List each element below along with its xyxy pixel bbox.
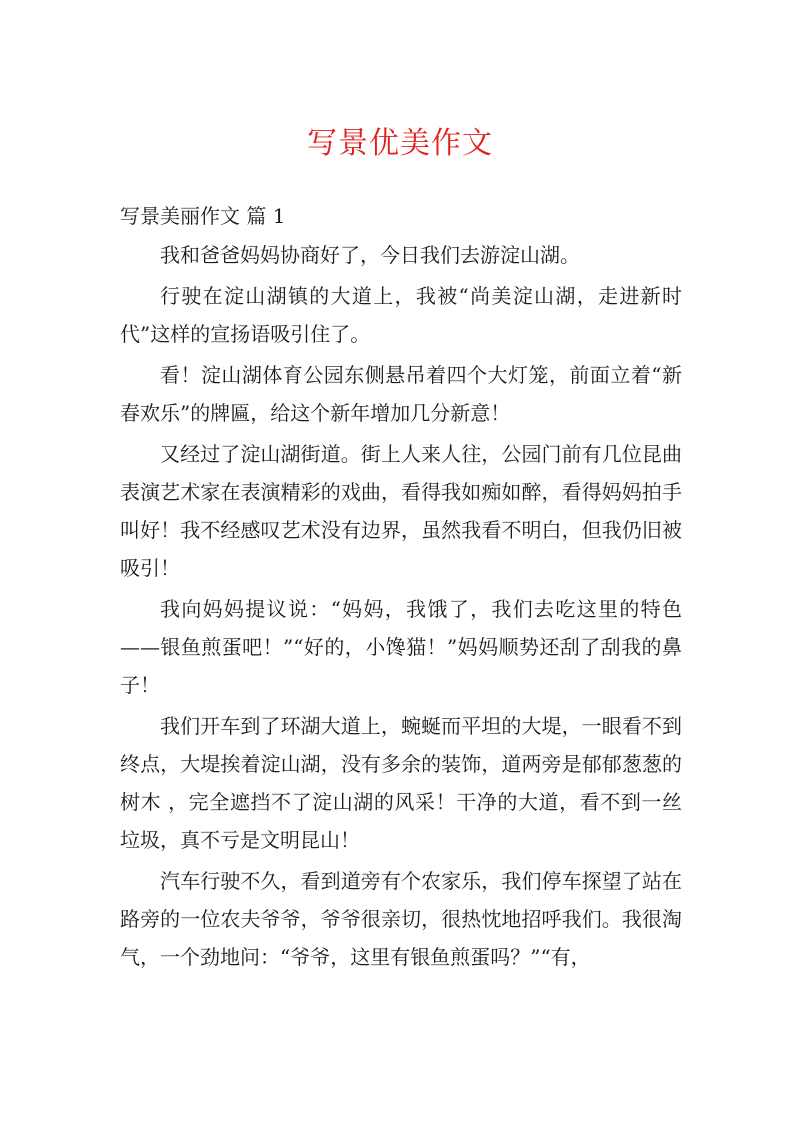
paragraph-7: 汽车行驶不久，看到道旁有个农家乐，我们停车探望了站在路旁的一位农夫爷爷，爷爷很亲切，很热忱地招呼我们。我很淘气，一个劲地问：“爷爷，这里有银鱼煎蛋吗？”“有， — [120, 869, 682, 969]
paragraph-6: 我们开车到了环湖大道上，蜿蜒而平坦的大堤，一眼看不到终点，大堤挨着淀山湖，没有多余的装饰，道两旁是郁郁葱葱的树木 ，完全遮挡不了淀山湖的风采！干净的大道，看不到一丝垃圾，真不亏是文明昆山！ — [120, 714, 682, 852]
paragraph-3: 看！淀山湖体育公园东侧悬吊着四个大灯笼，前面立着“新春欢乐”的牌匾，给这个新年增加几分新意！ — [120, 363, 682, 425]
document-title: 写景优美作文 — [307, 126, 493, 161]
paragraph-1: 我和爸爸妈妈协商好了，今日我们去游淀山湖。 — [160, 243, 580, 267]
section-heading: 写景美丽作文 篇 1 — [120, 204, 286, 228]
document-body — [120, 197, 682, 979]
paragraph-5: 我向妈妈提议说：“妈妈，我饿了，我们去吃这里的特色——银鱼煎蛋吧！”“好的，小馋猫！”妈妈顺势还刮了刮我的鼻子！ — [120, 597, 682, 697]
paragraph-4: 又经过了淀山湖街道。街上人来人往，公园门前有几位昆曲表演艺术家在表演精彩的戏曲，看得我如痴如醉，看得妈妈拍手叫好！我不经感叹艺术没有边界，虽然我看不明白，但我仍旧被吸引！ — [120, 442, 682, 580]
paragraph-2: 行驶在淀山湖镇的大道上，我被“尚美淀山湖，走进新时代”这样的宣扬语吸引住了。 — [120, 284, 682, 346]
